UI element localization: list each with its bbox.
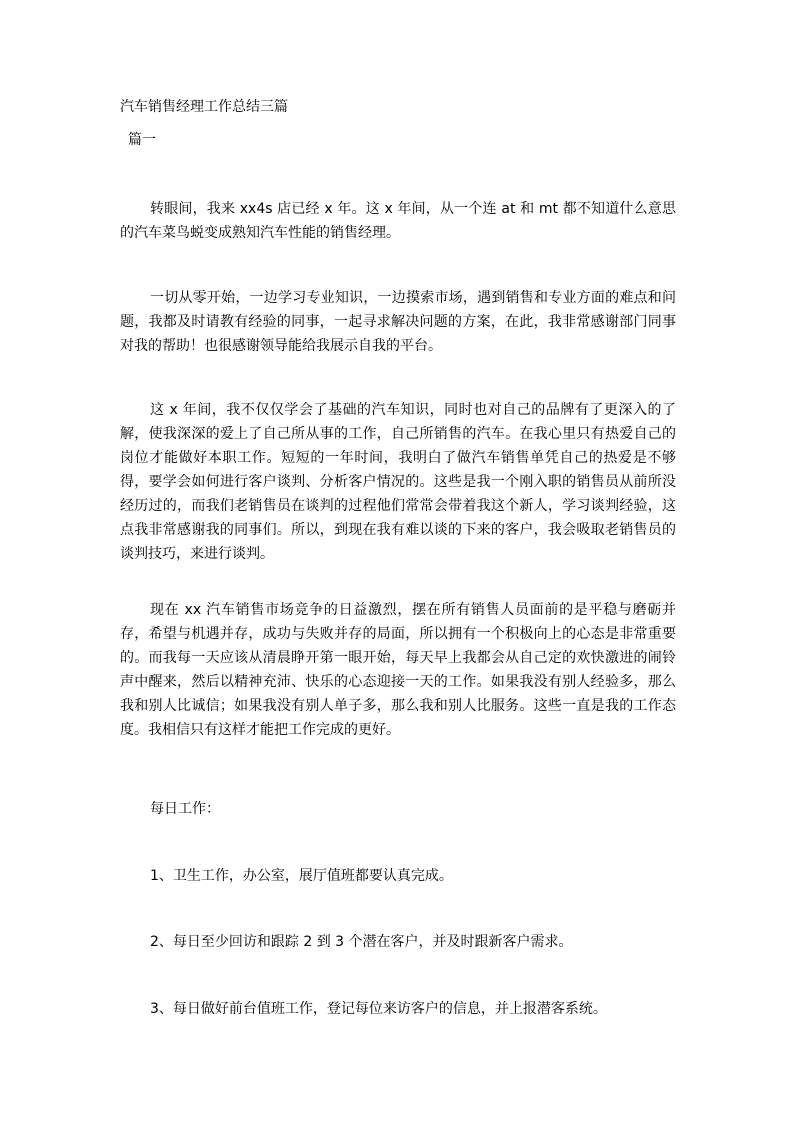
document-title: 汽车销售经理工作总结三篇 <box>120 99 288 115</box>
list-item: 2、每日至少回访和跟踪 2 到 3 个潜在客户，并及时跟新客户需求。 <box>150 934 573 950</box>
list-item: 3、每日做好前台值班工作，登记每位来访客户的信息，并上报潜客系统。 <box>150 1001 607 1017</box>
section-title: 篇一 <box>128 132 156 148</box>
paragraph: 现在 xx 汽车销售市场竞争的日益激烈，摆在所有销售人员面前的是平稳与磨砺并存，希望与机遇并存，成功与失败并存的局面，所以拥有一个积极向上的心态是非常重要的。而我每一天应该从清晨睁开第一眼开始，每天早上我都会从自己定的欢快激进的闹铃声中醒来，然后以精神充沛、快乐的心态迎接一天的工作。如果我没有别人经验多，那么我和别人比诚信；如果我没有别人单子多，那么我和别人比服务。这些一直是我的工作态度。我相信只有这样才能把工作完成的更好。 <box>120 602 676 738</box>
paragraph: 一切从零开始，一边学习专业知识，一边摸索市场，遇到销售和专业方面的难点和问题，我都及时请教有经验的同事，一起寻求解决问题的方案，在此，我非常感谢部门同事对我的帮助！也很感谢领导能给我展示自我的平台。 <box>120 290 676 354</box>
paragraph: 转眼间，我来 xx4s 店已经 x 年。这 x 年间，从一个连 at 和 mt 都不知道什么意思的汽车菜鸟蜕变成熟知汽车性能的销售经理。 <box>120 201 676 241</box>
paragraph: 这 x 年间，我不仅仅学会了基础的汽车知识，同时也对自己的品牌有了更深入的了解，使我深深的爱上了自己所从事的工作，自己所销售的汽车。在我心里只有热爱自己的岗位才能做好本职工作。短短的一年时间，我明白了做汽车销售单凭自己的热爱是不够得，要学会如何进行客户谈判、分析客户情况的。这些是我一个刚入职的销售员从前所没经历过的，而我们老销售员在谈判的过程他们常常会带着我这个新人，学习谈判经验，这点我非常感谢我的同事们。所以，到现在我有难以谈的下来的客户，我会吸取老销售员的谈判技巧，来进行谈判。 <box>120 402 676 562</box>
list-item: 1、卫生工作，办公室，展厅值班都要认真完成。 <box>150 868 453 884</box>
list-heading: 每日工作： <box>150 801 220 817</box>
